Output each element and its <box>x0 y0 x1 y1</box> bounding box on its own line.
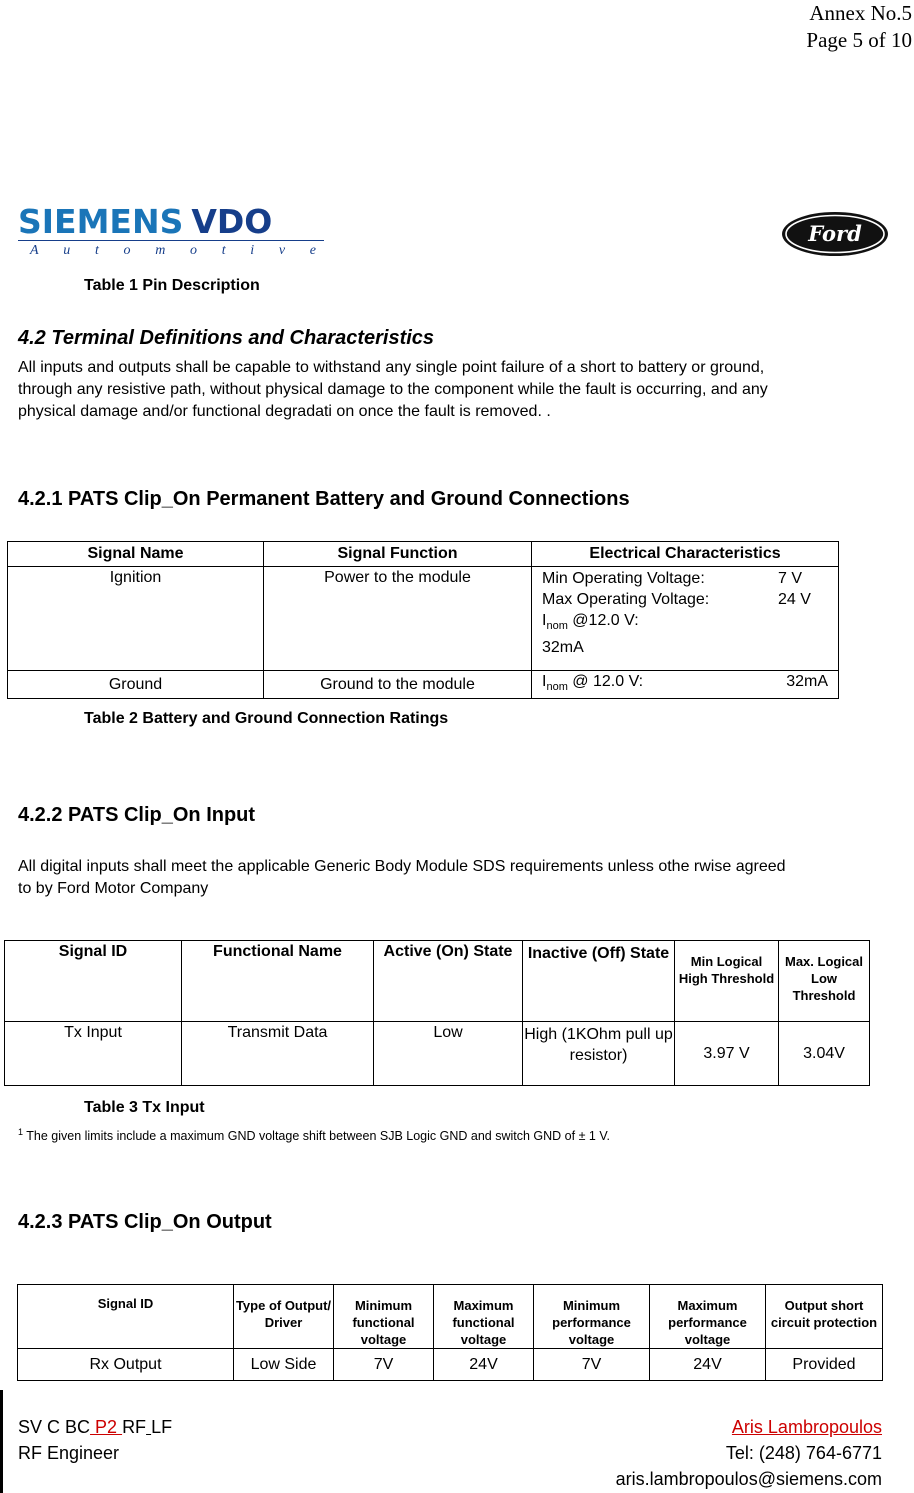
footer-left <box>18 1414 172 1466</box>
cell-signal-id: Rx Output <box>18 1349 234 1381</box>
footer-right <box>616 1414 882 1492</box>
value: 7 V <box>778 570 803 587</box>
logo-letter: t <box>221 243 226 258</box>
logo-letter: v <box>278 243 286 258</box>
page-header <box>806 0 912 54</box>
section-4-2-2-title: 4.2.2 PATS Clip_On Input <box>18 804 256 826</box>
inom-line <box>532 671 838 698</box>
max-voltage-line <box>532 589 838 610</box>
logo-letter: A <box>30 243 39 258</box>
table-row <box>5 1022 870 1086</box>
col-signal-id: Signal ID <box>18 1285 234 1349</box>
cell-signal-function: Power to the module <box>264 567 532 671</box>
col-max-functional: Maximum functional voltage <box>434 1285 534 1349</box>
logo-siemens-text: SIEMENS <box>18 202 184 241</box>
table-row <box>8 567 839 671</box>
logo-automotive <box>18 243 324 259</box>
cell-signal-name: Ignition <box>8 567 264 671</box>
col-inactive-state: Inactive (Off) State <box>523 941 675 1022</box>
logo-letter: e <box>309 243 316 258</box>
col-signal-function: Signal Function <box>264 542 532 567</box>
footer-rule <box>0 1390 3 1493</box>
section-4-2-body <box>18 357 768 423</box>
cell-signal-id: Tx Input <box>5 1022 182 1086</box>
col-min-high-threshold: Min Logical High Threshold <box>675 941 779 1022</box>
cell-max-low: 3.04V <box>779 1022 870 1086</box>
footnote <box>18 1127 610 1143</box>
author-email: aris.lambropoulos@siemens.com <box>615 1469 882 1489</box>
annex-label: Annex No.5 <box>809 1 912 25</box>
col-signal-name: Signal Name <box>8 542 264 567</box>
col-signal-id: Signal ID <box>5 941 182 1022</box>
tx-input-table <box>4 940 870 1086</box>
paragraph-line: through any resistive path, without physical damage to the component while the fault is occurring, and any <box>18 381 768 398</box>
label: I <box>542 673 547 690</box>
cell-electrical <box>532 671 839 699</box>
col-min-functional: Minimum functional voltage <box>334 1285 434 1349</box>
label: I <box>542 612 547 629</box>
doc-id-part: RF <box>122 1417 147 1437</box>
table-header-row <box>8 542 839 567</box>
cell-inactive-state: High (1KOhm pull up resistor) <box>523 1022 675 1086</box>
footnote-mark: 1 <box>18 1127 24 1137</box>
doc-id-part: LF <box>151 1417 173 1437</box>
table-header-row <box>5 941 870 1022</box>
table-row <box>18 1349 883 1381</box>
section-4-2-1-title: 4.2.1 PATS Clip_On Permanent Battery and Ground Connections <box>18 488 630 510</box>
inom-value: 32mA <box>542 639 584 657</box>
cell-output-type: Low Side <box>234 1349 334 1381</box>
cell-min-performance: 7V <box>534 1349 650 1381</box>
value: 32mA <box>786 673 828 690</box>
subscript: nom <box>546 620 568 633</box>
logo-letter: o <box>190 243 198 258</box>
doc-id-revision: P2 <box>90 1417 123 1437</box>
label: Max Operating Voltage: <box>542 591 710 608</box>
col-short-circuit: Output short circuit protection <box>766 1285 883 1349</box>
cell-signal-function: Ground to the module <box>264 671 532 699</box>
table2-caption: Table 2 Battery and Ground Connection Ratings <box>84 710 449 727</box>
cell-active-state: Low <box>374 1022 523 1086</box>
cell-short-circuit: Provided <box>766 1349 883 1381</box>
col-output-type: Type of Output/ Driver <box>234 1285 334 1349</box>
author-role: RF Engineer <box>18 1443 120 1463</box>
min-voltage-line <box>532 568 838 589</box>
cell-functional-name: Transmit Data <box>182 1022 374 1086</box>
logo-letter: i <box>250 243 255 258</box>
cell-min-high: 3.97 V <box>675 1022 779 1086</box>
value: 24 V <box>778 591 811 608</box>
paragraph-line: to by Ford Motor Company <box>18 880 209 897</box>
table-header-row <box>18 1285 883 1349</box>
document-id <box>18 1414 172 1440</box>
cell-min-functional: 7V <box>334 1349 434 1381</box>
col-max-performance: Maximum performance voltage <box>650 1285 766 1349</box>
author-telephone: Tel: (248) 764-6771 <box>725 1443 882 1463</box>
col-active-state: Active (On) State <box>374 941 523 1022</box>
footnote-text: The given limits include a maximum GND voltage shift between SJB Logic GND and switch GND of ± 1 V. <box>23 1129 610 1144</box>
logo-letter: m <box>155 243 166 258</box>
paragraph-line: All inputs and outputs shall be capable to withstand any single point failure of a short to battery or ground, <box>18 359 765 376</box>
rx-output-table <box>17 1284 883 1381</box>
battery-ground-table <box>7 541 839 699</box>
col-functional-name: Functional Name <box>182 941 374 1022</box>
cell-max-functional: 24V <box>434 1349 534 1381</box>
label: Min Operating Voltage: <box>542 570 705 587</box>
cell-electrical <box>532 567 839 671</box>
table3-caption: Table 3 Tx Input <box>84 1099 205 1116</box>
table1-caption: Table 1 Pin Description <box>84 277 260 294</box>
logo-letter: u <box>63 243 71 258</box>
label: @12.0 V: <box>567 612 639 629</box>
cell-max-performance: 24V <box>650 1349 766 1381</box>
section-4-2-title: 4.2 Terminal Definitions and Characteristics <box>18 327 435 349</box>
col-electrical-characteristics: Electrical Characteristics <box>532 542 839 567</box>
section-4-2-3-title: 4.2.3 PATS Clip_On Output <box>18 1211 272 1233</box>
inom-line <box>532 610 838 637</box>
col-max-low-threshold: Max. Logical Low Threshold <box>779 941 870 1022</box>
table-row <box>8 671 839 699</box>
cell-signal-name: Ground <box>8 671 264 699</box>
author-name: Aris Lambropoulos <box>731 1417 882 1437</box>
logo-vdo-text: VDO <box>191 202 273 241</box>
logo-letter: t <box>94 243 99 258</box>
paragraph-line: physical damage and/or functional degradati on once the fault is removed. . <box>18 403 551 420</box>
paragraph-line: All digital inputs shall meet the applicable Generic Body Module SDS requirements unless othe rwise agreed <box>18 858 786 875</box>
label: @ 12.0 V: <box>567 673 644 690</box>
col-min-performance: Minimum performance voltage <box>534 1285 650 1349</box>
page-number: Page 5 of 10 <box>806 28 912 52</box>
ford-logo-text: Ford <box>808 221 862 246</box>
subscript: nom <box>546 681 568 694</box>
ford-logo <box>780 210 890 263</box>
logo-letter: o <box>123 243 131 258</box>
section-4-2-2-body <box>18 856 786 900</box>
doc-id-part: SV C BC <box>18 1417 91 1437</box>
siemens-vdo-logo <box>18 204 324 259</box>
